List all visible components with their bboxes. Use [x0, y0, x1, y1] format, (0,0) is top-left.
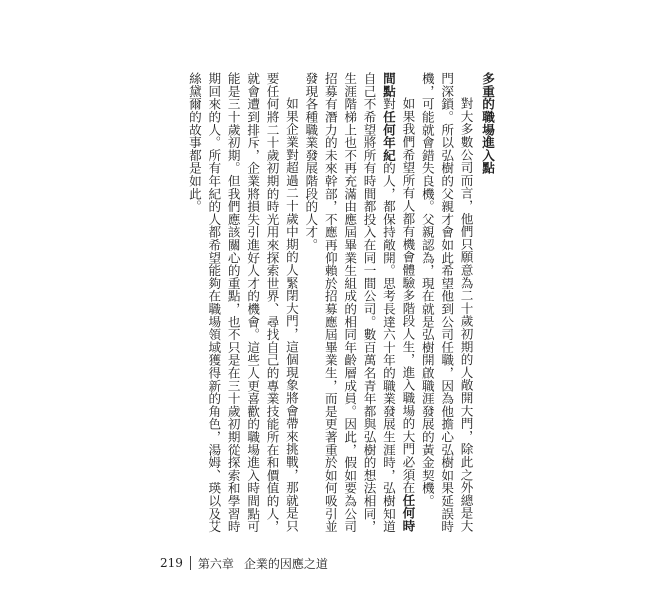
paragraph-2-text-after: 的人，都保持敞開。思考長達六十年的職業發展生涯時，弘樹知道自己不希望將所有時間都投入在同一間公司。數百萬名青年都與弘樹的想法相同，生涯階梯上也不再充滿由應屆畢業生組成的相同年齡層成員。因此，假如要為公司招募有潛力的未來幹部，不應再仰賴於招募應屆畢業生，而是更著重於如何吸引並發現各種職業發展階段的人才。 — [303, 72, 396, 533]
paragraph-3: 如果企業對超過二十歲中期的人緊閉大門，這個現象將會帶來挑戰，那就是只要任何將二十歲初期的時光用來探索世界、尋找自己的專業技能所在和價值的人，就會遭到排斥，企業將損失引進好人才的機會。這些人更喜歡的職場進入時間點可能是三十歲初期。但我們應該關心的重點，也不只是在三十歲初期從探索和學習時期回來的人。所有年紀的人都希望能夠在職場領域獲得新的角色，湯姆、瑛以及艾絲黛爾的故事都是如此。 — [186, 72, 299, 533]
paragraph-2-bold-any-time: 任何時間點 — [380, 72, 416, 533]
section-heading: 多重的職場進入點 — [480, 72, 495, 175]
paragraph-2-text-middle: 對 — [380, 97, 396, 111]
vertical-text-body — [175, 72, 497, 542]
chapter-title: 企業的因應之道 — [243, 556, 328, 571]
footer-divider — [190, 556, 191, 570]
paragraph-2-text-before: 如果我們希望所有人都有機會體驗多階段人生，進入職場的大門必須在 — [400, 97, 416, 494]
chapter-number: 第六章 — [197, 556, 234, 571]
paragraph-2-bold-any-age: 任何年紀 — [380, 110, 396, 162]
page-footer — [160, 553, 328, 573]
paragraph-1: 對大多數公司而言，他們只願意為二十歲初期的人敞開大門，除此之外總是大門深鎖。所以弘樹的父親才會如此希望他到公司任職，因為他擔心弘樹如果延誤時機，可能就會錯失良機。父親認為，現在就是弘樹開啟職涯發展的黃金契機。 — [419, 72, 474, 533]
page-number: 219 — [160, 556, 183, 570]
paragraph-2 — [301, 72, 417, 542]
